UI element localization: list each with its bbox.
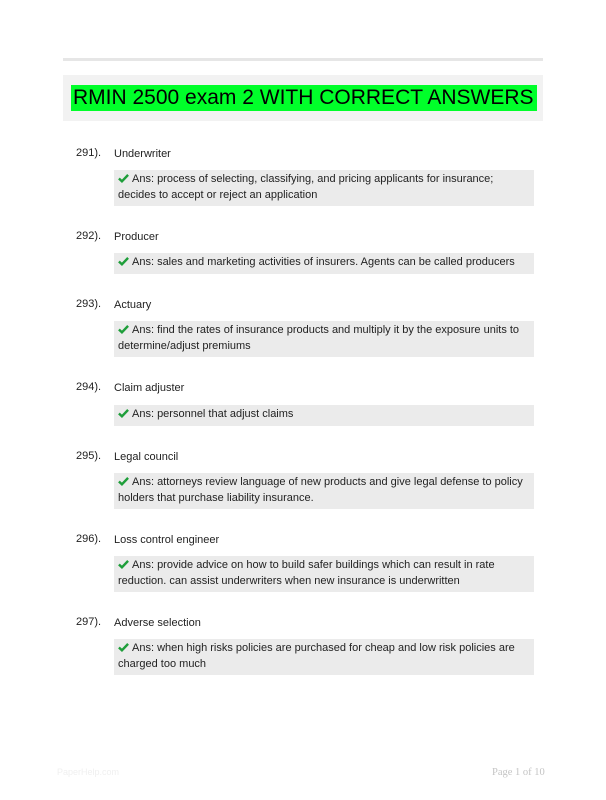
- check-icon: [118, 559, 129, 569]
- question-number: 295).: [76, 450, 102, 462]
- check-icon: [118, 476, 129, 486]
- check-icon: [118, 173, 129, 183]
- answer-box: [114, 253, 534, 274]
- answer-text: Ans: when high risks policies are purchased for cheap and low risk policies are charged too much: [118, 642, 515, 670]
- document-title: RMIN 2500 exam 2 WITH CORRECT ANSWERS: [71, 85, 537, 111]
- question-term: Legal council: [114, 451, 179, 463]
- question-number: 292).: [76, 230, 102, 242]
- answer-text: Ans: provide advice on how to build safer buildings which can result in rate reduction. can assist underwriters when new insurance is underwritten: [118, 559, 495, 587]
- answer-box: [114, 405, 534, 426]
- question-term: Claim adjuster: [114, 382, 185, 394]
- title-banner: [63, 75, 543, 121]
- page-number: Page 1 of 10: [492, 767, 545, 778]
- check-icon: [118, 642, 129, 652]
- answer-text: Ans: sales and marketing activities of insurers. Agents can be called producers: [132, 256, 515, 268]
- question-number: 297).: [76, 616, 102, 628]
- check-icon: [118, 324, 129, 334]
- check-icon: [118, 256, 129, 266]
- answer-box: [114, 556, 534, 592]
- question-term: Producer: [114, 231, 159, 243]
- question-term: Underwriter: [114, 148, 171, 160]
- question-number: 296).: [76, 533, 102, 545]
- question-number: 291).: [76, 147, 102, 159]
- question-number: 293).: [76, 298, 102, 310]
- question-term: Adverse selection: [114, 617, 201, 629]
- answer-box: [114, 170, 534, 206]
- answer-box: [114, 639, 534, 675]
- answer-text: Ans: attorneys review language of new products and give legal defense to policy holders that purchase liability insurance.: [118, 476, 523, 504]
- top-divider: [63, 58, 543, 61]
- check-icon: [118, 408, 129, 418]
- answer-text: Ans: process of selecting, classifying, and pricing applicants for insurance; decides to accept or reject an application: [118, 173, 494, 201]
- footer-watermark: PaperHelp.com: [57, 767, 120, 777]
- question-number: 294).: [76, 381, 102, 393]
- answer-text: Ans: personnel that adjust claims: [132, 408, 294, 420]
- answer-text: Ans: find the rates of insurance products and multiply it by the exposure units to determine/adjust premiums: [118, 324, 520, 352]
- question-term: Actuary: [114, 299, 152, 311]
- answer-box: [114, 321, 534, 357]
- question-term: Loss control engineer: [114, 534, 220, 546]
- answer-box: [114, 473, 534, 509]
